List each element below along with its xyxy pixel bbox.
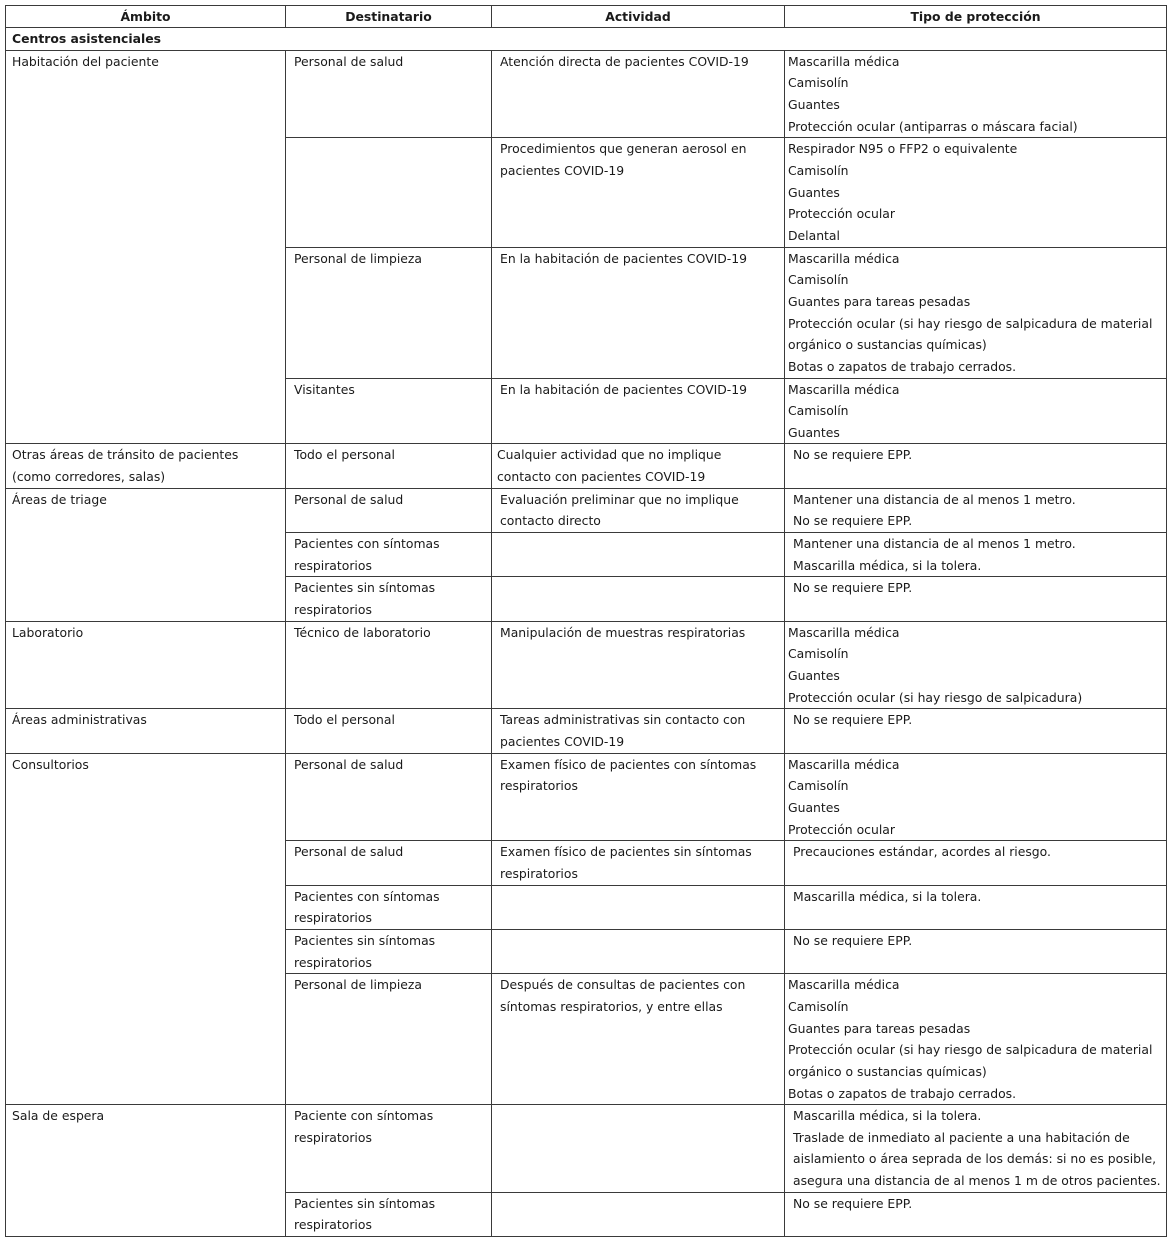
actividad-cell: Examen físico de pacientes sin síntomas respiratorios	[492, 841, 785, 885]
proteccion-cell: No se requiere EPP.	[785, 577, 1167, 621]
header-row	[6, 6, 1167, 28]
header-actividad: Actividad	[492, 6, 785, 28]
table-row	[6, 709, 1167, 753]
destinatario-cell: Pacientes sin síntomas respiratorios	[286, 929, 492, 973]
destinatario-cell: Personal de salud	[286, 753, 492, 841]
actividad-cell	[492, 1192, 785, 1236]
destinatario-cell: Pacientes con síntomas respiratorios	[286, 533, 492, 577]
actividad-cell: En la habitación de pacientes COVID-19	[492, 247, 785, 378]
proteccion-cell: Mascarilla médica, si la tolera.	[785, 885, 1167, 929]
destinatario-cell	[286, 138, 492, 247]
ambito-cell: Laboratorio	[6, 621, 286, 709]
actividad-cell	[492, 929, 785, 973]
destinatario-cell: Personal de limpieza	[286, 247, 492, 378]
header-destinatario: Destinatario	[286, 6, 492, 28]
actividad-cell: Evaluación preliminar que no implique contacto directo	[492, 488, 785, 532]
actividad-cell: Después de consultas de pacientes con síntomas respiratorios, y entre ellas	[492, 974, 785, 1105]
protection-table	[5, 5, 1167, 1237]
proteccion-cell: No se requiere EPP.	[785, 1192, 1167, 1236]
destinatario-cell: Técnico de laboratorio	[286, 621, 492, 709]
proteccion-cell: No se requiere EPP.	[785, 709, 1167, 753]
proteccion-cell: Mascarilla médica Camisolín Guantes Protección ocular	[785, 753, 1167, 841]
header-ambito: Ámbito	[6, 6, 286, 28]
header-tipo: Tipo de protección	[785, 6, 1167, 28]
destinatario-cell: Todo el personal	[286, 709, 492, 753]
proteccion-cell: Mantener una distancia de al menos 1 metro. No se requiere EPP.	[785, 488, 1167, 532]
proteccion-cell: Mascarilla médica Camisolín Guantes Protección ocular (si hay riesgo de salpicadura)	[785, 621, 1167, 709]
actividad-cell: Atención directa de pacientes COVID-19	[492, 50, 785, 138]
actividad-cell	[492, 533, 785, 577]
table-row	[6, 488, 1167, 532]
proteccion-cell: Mascarilla médica Camisolín Guantes Protección ocular (antiparras o máscara facial)	[785, 50, 1167, 138]
table-row	[6, 621, 1167, 709]
actividad-cell	[492, 577, 785, 621]
actividad-cell	[492, 1105, 785, 1193]
proteccion-cell: Mascarilla médica Camisolín Guantes para tareas pesadas Protección ocular (si hay riesgo de salpicadura de material orgánico o sustancias químicas) Botas o zapatos de trabajo cerrados.	[785, 247, 1167, 378]
table-row	[6, 1105, 1167, 1193]
actividad-cell: En la habitación de pacientes COVID-19	[492, 378, 785, 444]
proteccion-cell: Mascarilla médica, si la tolera. Traslade de inmediato al paciente a una habitación de aislamiento o área seprada de los demás: si no es posible, asegura una distancia de al menos 1 m de otros pacientes.	[785, 1105, 1167, 1193]
destinatario-cell: Personal de salud	[286, 488, 492, 532]
actividad-cell: Procedimientos que generan aerosol en pacientes COVID-19	[492, 138, 785, 247]
destinatario-cell: Visitantes	[286, 378, 492, 444]
proteccion-cell: Respirador N95 o FFP2 o equivalente Camisolín Guantes Protección ocular Delantal	[785, 138, 1167, 247]
actividad-cell	[492, 885, 785, 929]
destinatario-cell: Paciente con síntomas respiratorios	[286, 1105, 492, 1193]
destinatario-cell: Personal de salud	[286, 50, 492, 138]
proteccion-cell: Mascarilla médica Camisolín Guantes	[785, 378, 1167, 444]
ambito-cell: Sala de espera	[6, 1105, 286, 1237]
destinatario-cell: Personal de salud	[286, 841, 492, 885]
destinatario-cell: Pacientes sin síntomas respiratorios	[286, 1192, 492, 1236]
ambito-cell: Áreas de triage	[6, 488, 286, 621]
ambito-cell: Áreas administrativas	[6, 709, 286, 753]
actividad-cell: Tareas administrativas sin contacto con pacientes COVID-19	[492, 709, 785, 753]
destinatario-cell: Personal de limpieza	[286, 974, 492, 1105]
ambito-cell: Otras áreas de tránsito de pacientes (como corredores, salas)	[6, 444, 286, 488]
proteccion-cell: Mascarilla médica Camisolín Guantes para tareas pesadas Protección ocular (si hay riesgo de salpicadura de material orgánico o sustancias químicas) Botas o zapatos de trabajo cerrados.	[785, 974, 1167, 1105]
actividad-cell: Manipulación de muestras respiratorias	[492, 621, 785, 709]
ambito-cell: Consultorios	[6, 753, 286, 1105]
ambito-cell: Habitación del paciente	[6, 50, 286, 444]
actividad-cell: Examen físico de pacientes con síntomas respiratorios	[492, 753, 785, 841]
proteccion-cell: Mantener una distancia de al menos 1 metro. Mascarilla médica, si la tolera.	[785, 533, 1167, 577]
destinatario-cell: Todo el personal	[286, 444, 492, 488]
proteccion-cell: No se requiere EPP.	[785, 444, 1167, 488]
section-title: Centros asistenciales	[6, 28, 1167, 51]
table-row	[6, 444, 1167, 488]
destinatario-cell: Pacientes sin síntomas respiratorios	[286, 577, 492, 621]
table-row	[6, 753, 1167, 841]
actividad-cell: Cualquier actividad que no implique contacto con pacientes COVID-19	[492, 444, 785, 488]
proteccion-cell: Precauciones estándar, acordes al riesgo.	[785, 841, 1167, 885]
proteccion-cell: No se requiere EPP.	[785, 929, 1167, 973]
section-row	[6, 28, 1167, 51]
destinatario-cell: Pacientes con síntomas respiratorios	[286, 885, 492, 929]
table-row	[6, 50, 1167, 138]
